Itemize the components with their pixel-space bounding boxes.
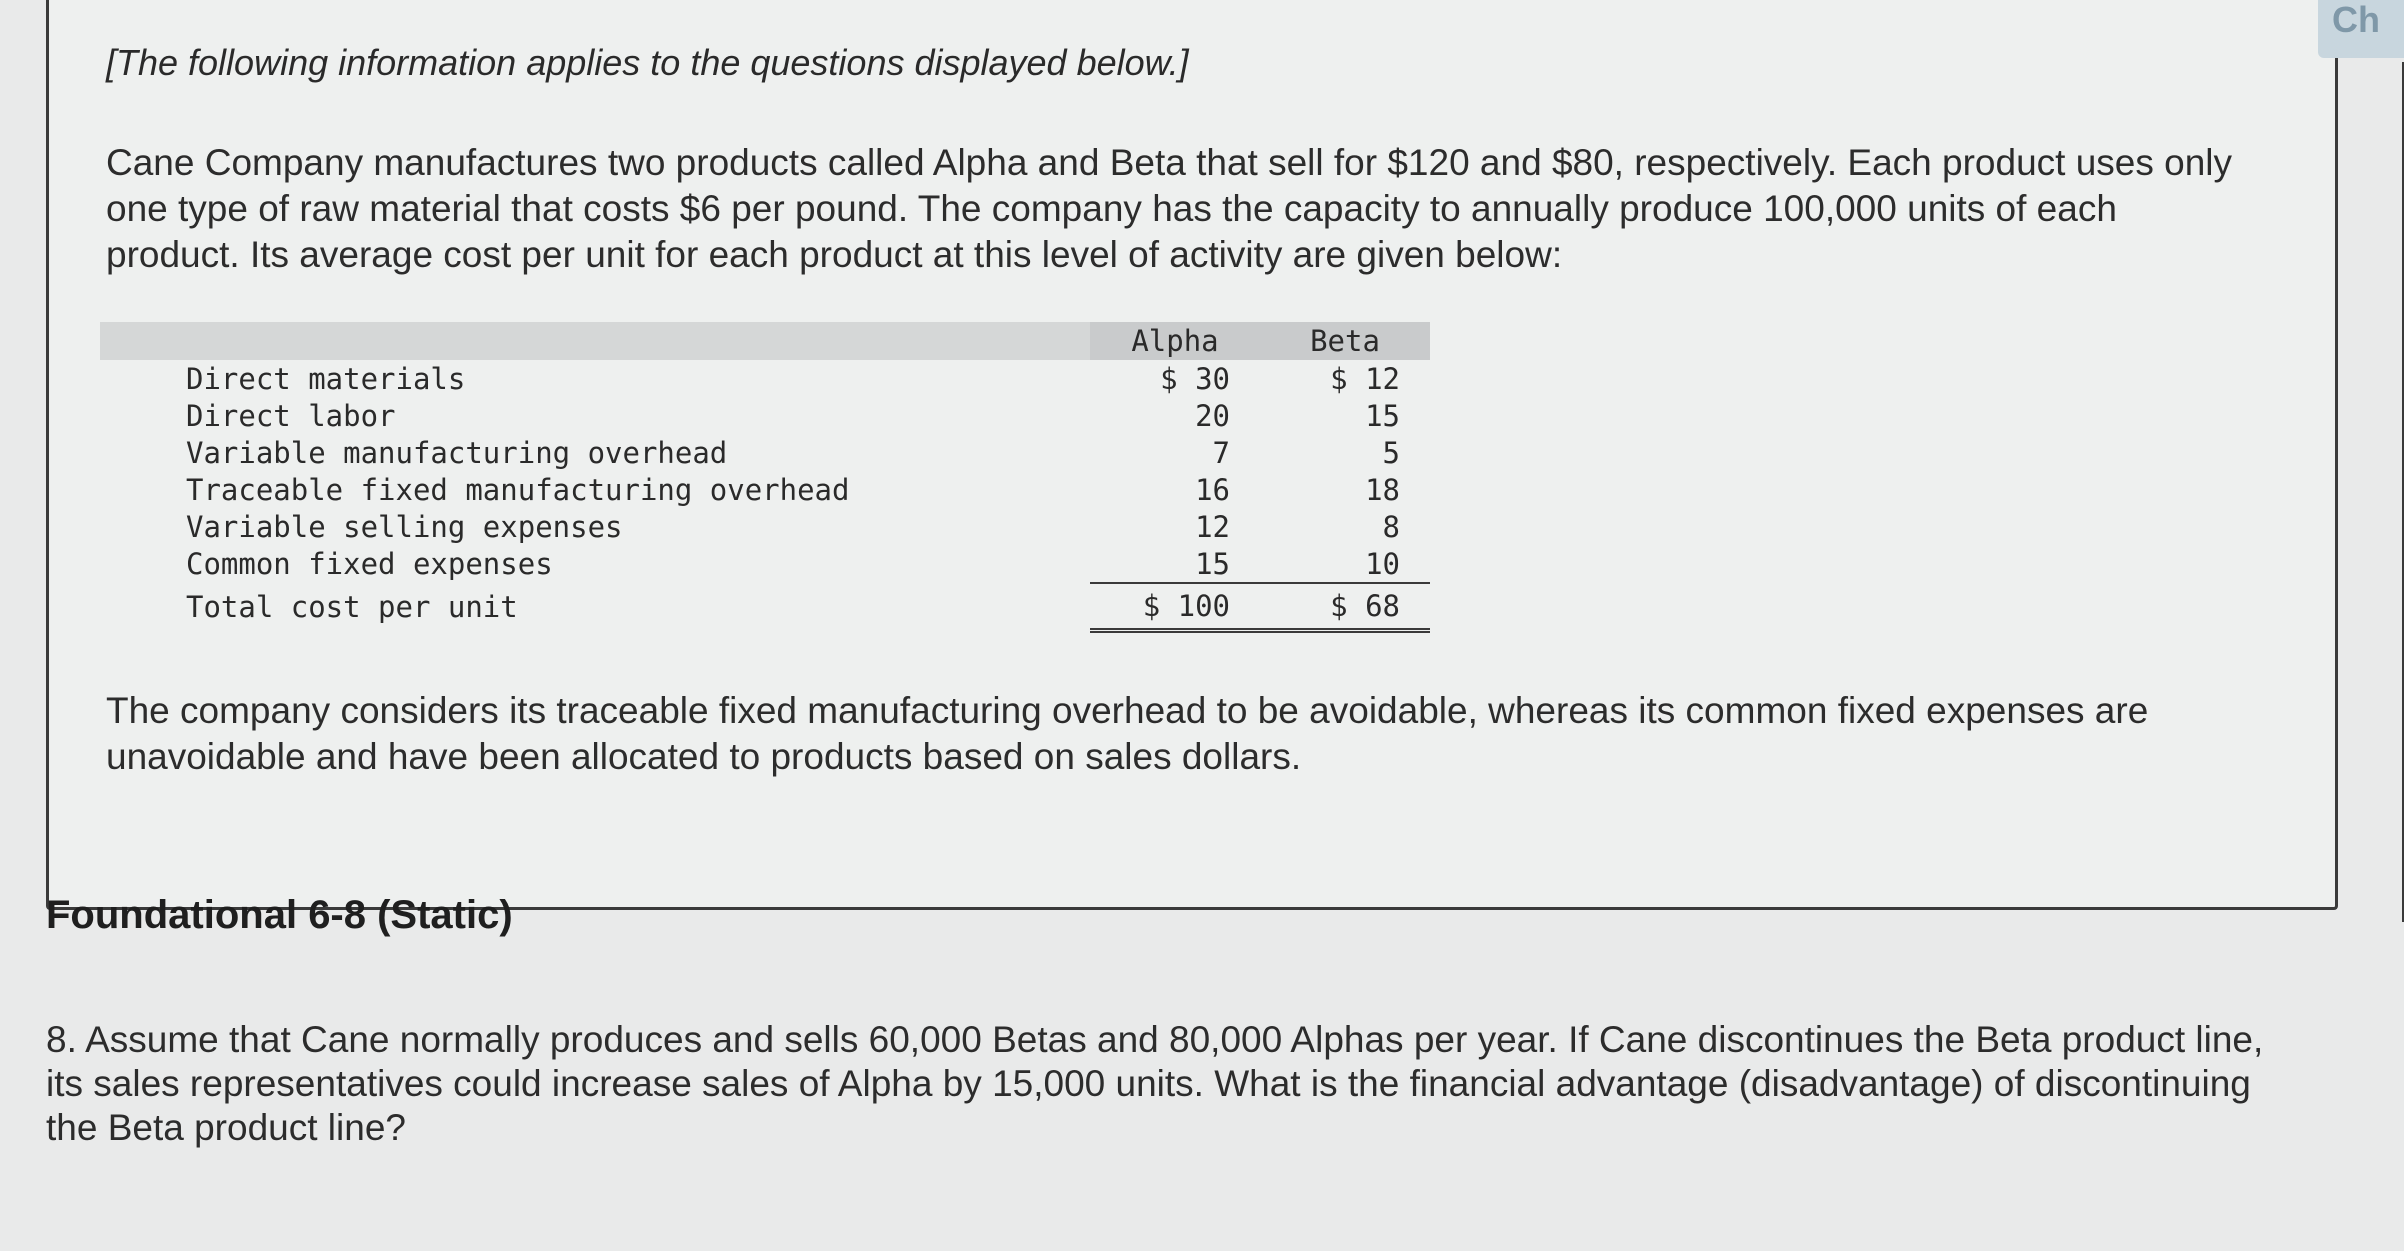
column-header-beta: Beta bbox=[1260, 322, 1430, 360]
row-label: Variable selling expenses bbox=[186, 509, 623, 544]
beta-value: 18 bbox=[1365, 472, 1400, 507]
table-row bbox=[100, 360, 1430, 397]
row-label: Common fixed expenses bbox=[186, 547, 553, 581]
alpha-value: 7 bbox=[1212, 435, 1230, 470]
beta-value: 8 bbox=[1382, 509, 1400, 544]
total-row bbox=[100, 583, 1430, 631]
problem-description: Cane Company manufactures two products called Alpha and Beta that sell for $120 and $80, respectively. Each product uses only one type of raw material that costs $6 per pound. The company has the capacity to annually produce 100,000 units of each product. Its average cost per unit for each product at this level of activity are given below: bbox=[106, 142, 2233, 275]
alpha-total: $ 100 bbox=[1090, 583, 1260, 631]
alpha-value: 20 bbox=[1195, 398, 1230, 433]
column-header-alpha: Alpha bbox=[1090, 322, 1260, 360]
section-title: Foundational 6-8 (Static) bbox=[46, 893, 513, 937]
beta-value: 15 bbox=[1365, 398, 1400, 433]
table-row bbox=[100, 545, 1430, 583]
table-row bbox=[100, 397, 1430, 434]
row-label: Direct labor bbox=[186, 398, 396, 433]
beta-value: $ 12 bbox=[1330, 361, 1400, 396]
alpha-value: 15 bbox=[1090, 545, 1260, 583]
alpha-value: 12 bbox=[1195, 509, 1230, 544]
corner-button[interactable]: Ch bbox=[2318, 0, 2404, 58]
total-label: Total cost per unit bbox=[186, 589, 518, 624]
cost-assumption-note: The company considers its traceable fixed manufacturing overhead to be avoidable, whereas its common fixed expenses are unavoidable and have been allocated to products based on sales dollars. bbox=[106, 690, 2149, 777]
table-row bbox=[100, 508, 1430, 545]
table-row bbox=[100, 434, 1430, 471]
question-text: 8. Assume that Cane normally produces and sells 60,000 Betas and 80,000 Alphas per year. If Cane discontinues the Beta product line, its sales representatives could increase sales of Alpha by 15,000 units. What is the financial advantage (disadvantage) of discontinuing the Beta product line? bbox=[46, 1019, 2264, 1148]
beta-value: 10 bbox=[1260, 545, 1430, 583]
table-row bbox=[100, 471, 1430, 508]
row-label: Variable manufacturing overhead bbox=[186, 435, 728, 470]
table-header-row bbox=[100, 322, 1430, 360]
beta-total: $ 68 bbox=[1260, 583, 1430, 631]
row-label: Direct materials bbox=[186, 361, 466, 396]
beta-value: 5 bbox=[1382, 435, 1400, 470]
alpha-value: $ 30 bbox=[1160, 361, 1230, 396]
cost-table bbox=[100, 322, 1430, 633]
table-header-label bbox=[100, 322, 1090, 360]
row-label: Traceable fixed manufacturing overhead bbox=[186, 472, 850, 507]
alpha-value: 16 bbox=[1195, 472, 1230, 507]
intro-note: [The following information applies to the questions displayed below.] bbox=[106, 42, 1189, 83]
